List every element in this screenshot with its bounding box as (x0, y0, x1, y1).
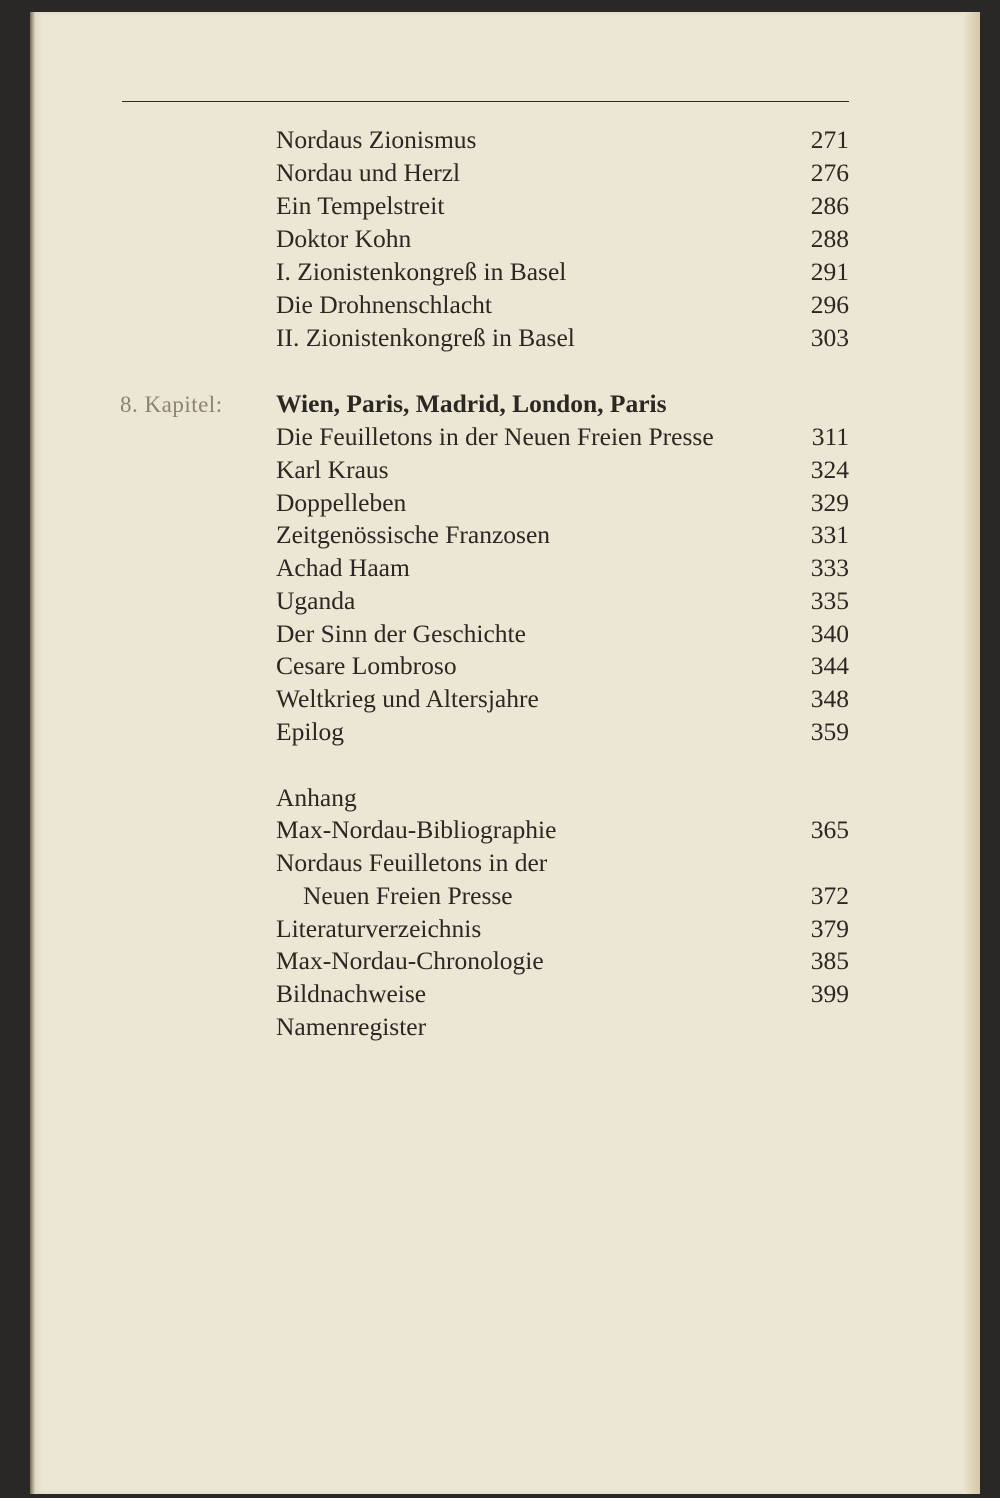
toc-entry-title: Uganda (276, 586, 356, 615)
toc-entry-title: Max-Nordau-Bibliographie (276, 815, 557, 844)
toc-entry-page: 365 (810, 815, 849, 844)
toc-entry (276, 649, 849, 682)
appendix-heading-title: Anhang (276, 783, 357, 812)
toc-entry-title: Max-Nordau-Chronologie (276, 946, 544, 975)
toc-entry-title: II. Zionistenkongreß in Basel (276, 323, 575, 352)
toc-entry (276, 682, 849, 715)
toc-entry (276, 1010, 849, 1043)
toc-entry-page: 348 (810, 684, 849, 713)
toc-entry-title: Nordau und Herzl (276, 158, 461, 187)
toc-entry-page: 379 (810, 914, 849, 943)
toc-entry-title: Zeitgenössische Franzosen (276, 520, 551, 549)
toc-entry (276, 715, 849, 748)
toc-entry-page: 296 (810, 290, 849, 319)
toc-entry-title: Der Sinn der Geschichte (276, 619, 526, 648)
toc-entry-page: 372 (810, 881, 849, 910)
toc-entry (276, 255, 849, 288)
toc-entry (276, 912, 849, 945)
toc-entry-page: 324 (810, 455, 849, 484)
toc-entry-page: 303 (810, 323, 849, 352)
toc-entry (276, 551, 849, 584)
toc-entry (276, 584, 849, 617)
toc-entry-page: 335 (810, 586, 849, 615)
toc-entry-page: 399 (810, 979, 849, 1008)
toc-entry-title: I. Zionistenkongreß in Basel (276, 257, 567, 286)
chapter-heading-title: Wien, Paris, Madrid, London, Paris (276, 389, 667, 418)
toc-entry (276, 944, 849, 977)
toc-entry-title: Nordaus Feuilletons in der (276, 848, 548, 877)
toc-entry (276, 846, 849, 879)
toc-entry-page: 333 (810, 553, 849, 582)
toc-entry (276, 813, 849, 846)
toc-entry-page: 344 (810, 651, 849, 680)
toc-entry (276, 288, 849, 321)
toc-entry (276, 321, 849, 354)
toc-entry-page: 291 (810, 257, 849, 286)
chapter-heading (276, 387, 849, 420)
book-page (30, 12, 980, 1494)
table-of-contents (30, 12, 980, 1494)
toc-entry-page: 271 (810, 125, 849, 154)
toc-entry (276, 617, 849, 650)
toc-entry (276, 189, 849, 222)
toc-entry (276, 123, 849, 156)
toc-entry (276, 879, 849, 912)
toc-entry-title: Doppelleben (276, 488, 407, 517)
toc-entry-title: Doktor Kohn (276, 224, 412, 253)
toc-entry-title: Cesare Lombroso (276, 651, 457, 680)
toc-entry (276, 977, 849, 1010)
toc-entry (276, 486, 849, 519)
toc-entry-title: Karl Kraus (276, 455, 389, 484)
toc-entry-page: 286 (810, 191, 849, 220)
toc-entry-title: Neuen Freien Presse (303, 881, 513, 910)
toc-entry (276, 453, 849, 486)
toc-entry-page: 288 (810, 224, 849, 253)
toc-entry-title: Namenregister (276, 1012, 427, 1041)
toc-entry-title: Ein Tempelstreit (276, 191, 445, 220)
toc-entry-page: 359 (810, 717, 849, 746)
toc-entry-title: Epilog (276, 717, 344, 746)
toc-entry-page: 340 (810, 619, 849, 648)
toc-entry-page: 331 (810, 520, 849, 549)
toc-entry-title: Die Feuilletons in der Neuen Freien Presse (276, 422, 714, 451)
toc-entry-page: 329 (810, 488, 849, 517)
toc-entry-title: Nordaus Zionismus (276, 125, 477, 154)
toc-entry (276, 420, 849, 453)
toc-entry-title: Literaturverzeichnis (276, 914, 482, 943)
toc-entry (276, 222, 849, 255)
toc-entry-page: 276 (810, 158, 849, 187)
toc-entry-page: 385 (810, 946, 849, 975)
toc-entry-title: Bildnachweise (276, 979, 427, 1008)
toc-entry (276, 156, 849, 189)
toc-entry-title: Die Drohnenschlacht (276, 290, 492, 319)
appendix-heading (276, 781, 849, 814)
toc-entry-title: Achad Haam (276, 553, 410, 582)
toc-entry-page: 311 (811, 422, 849, 451)
chapter-label: 8. Kapitel: (120, 392, 223, 417)
toc-entry-title: Weltkrieg und Altersjahre (276, 684, 539, 713)
toc-entry (276, 518, 849, 551)
